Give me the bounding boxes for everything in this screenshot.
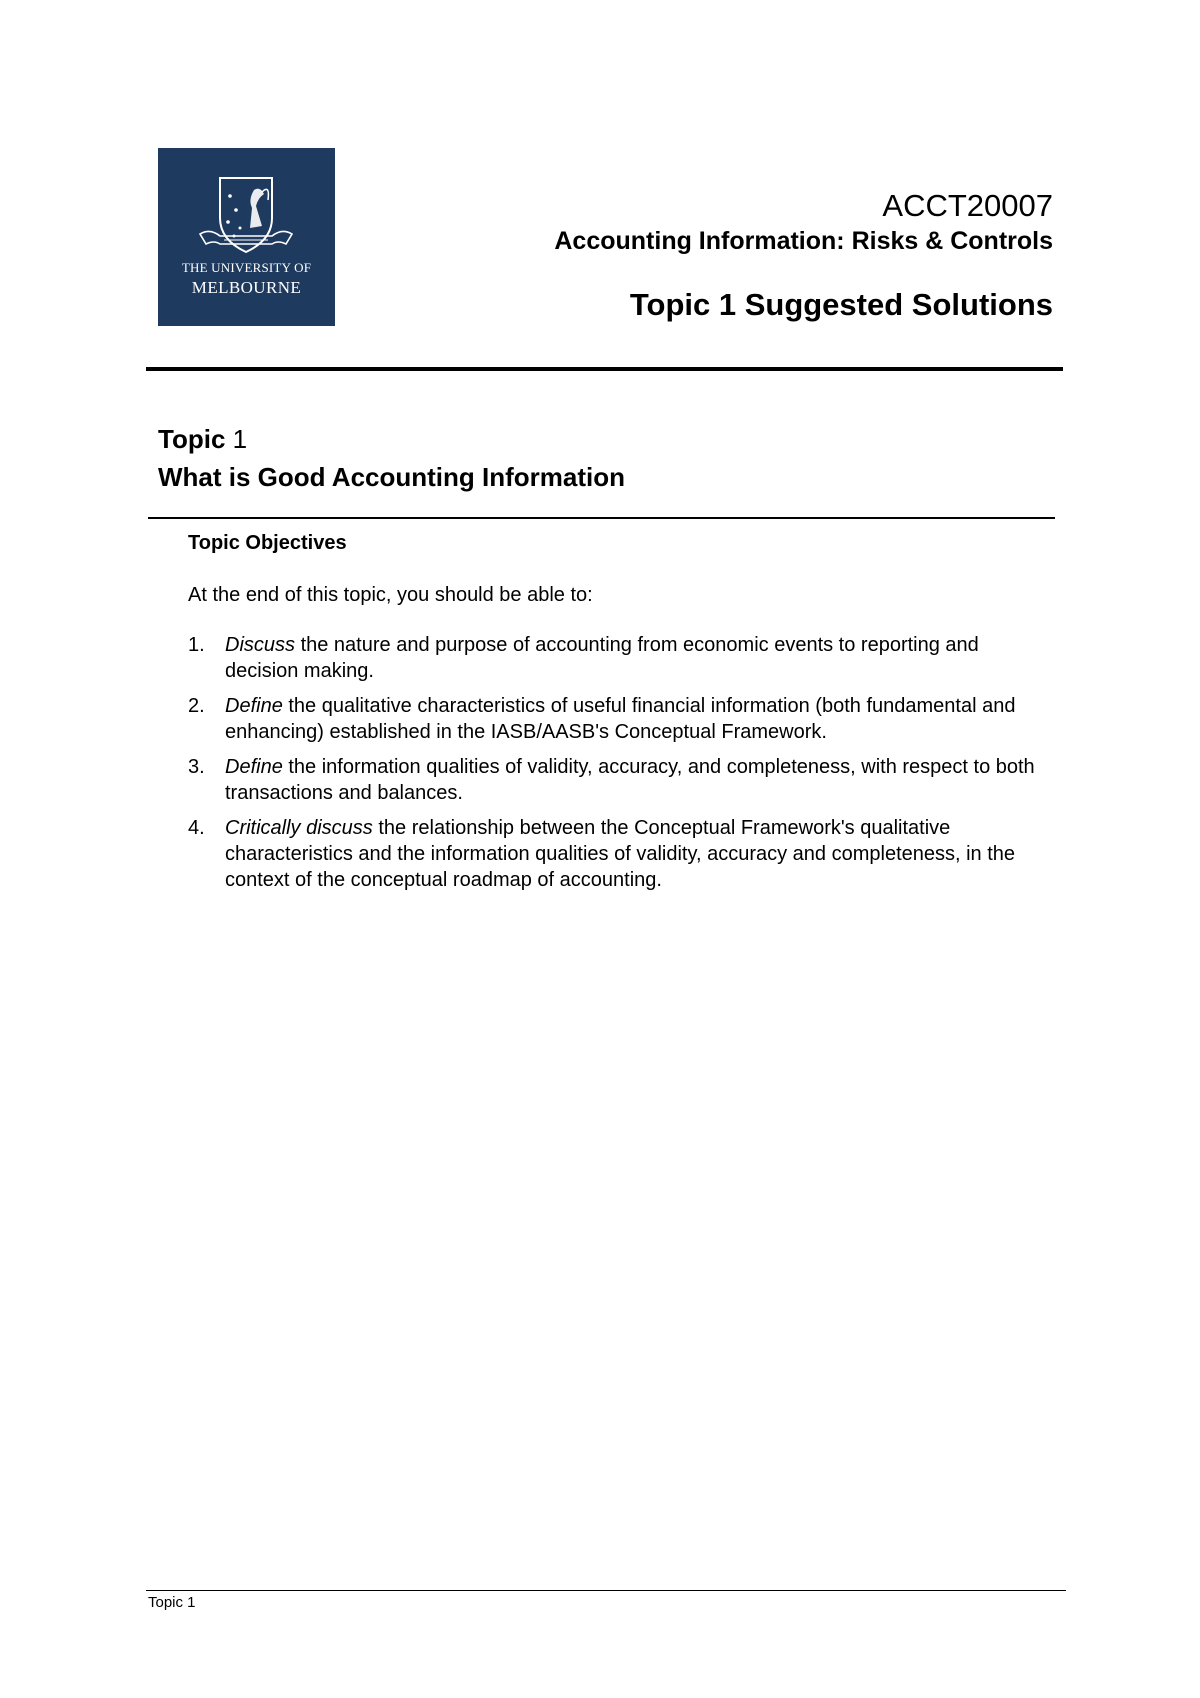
objectives-heading: Topic Objectives [188, 532, 347, 554]
objective-text: the qualitative characteristics of useful financial information (both fundamental and enhancing) established in the IASB/AASB's Conceptual Framework. [225, 695, 1016, 743]
course-code: ACCT20007 [882, 188, 1053, 223]
objective-item [188, 815, 1048, 893]
objective-number: 1. [188, 634, 205, 656]
logo-text-line1: THE UNIVERSITY OF [181, 260, 312, 275]
objective-item [188, 632, 1048, 684]
objective-verb: Define [225, 756, 283, 778]
topic-title: What is Good Accounting Information [158, 462, 625, 492]
objective-verb: Define [225, 695, 283, 717]
objective-number: 4. [188, 817, 205, 839]
logo-text-line2: MELBOURNE [191, 278, 302, 297]
footer-label: Topic 1 [148, 1594, 196, 1611]
objective-item [188, 754, 1048, 806]
objective-verb: Discuss [225, 634, 296, 656]
course-name: Accounting Information: Risks & Controls [554, 227, 1053, 255]
document-title: Topic 1 Suggested Solutions [629, 287, 1053, 322]
objective-verb: Critically discuss [225, 817, 373, 839]
topic-label-number: 1 [225, 424, 248, 454]
objective-text: the relationship between the Conceptual Framework's qualitative characteristics and the information qualities of validity, accuracy and completeness, in the context of the conceptual roadmap of accounting. [225, 817, 1016, 891]
objective-number: 3. [188, 756, 205, 778]
objectives-intro: At the end of this topic, you should be able to: [188, 584, 593, 606]
objective-number: 2. [188, 695, 205, 717]
header-divider [146, 367, 1063, 371]
topic-label [158, 424, 247, 455]
university-logo [158, 148, 335, 326]
university-crest-icon [158, 148, 335, 326]
objective-text: the nature and purpose of accounting from economic events to reporting and decision making. [225, 634, 979, 682]
footer-divider [146, 1590, 1066, 1591]
objective-text: the information qualities of validity, accuracy, and completeness, with respect to both transactions and balances. [225, 756, 1035, 804]
topic-divider [148, 517, 1055, 519]
objectives-list [188, 632, 1048, 902]
objective-item [188, 693, 1048, 745]
topic-label-word: Topic [158, 424, 226, 454]
